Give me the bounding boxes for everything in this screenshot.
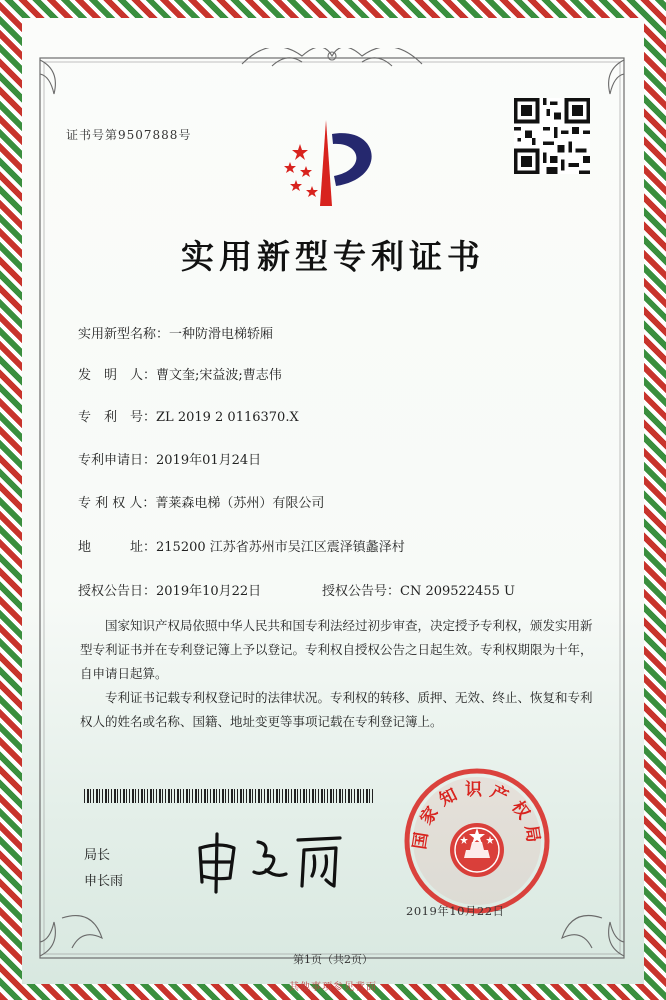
field-label: 专利申请日： — [78, 453, 157, 468]
barcode — [84, 789, 374, 803]
field-label: 专 利 权 人： — [78, 496, 156, 511]
field-grant-number — [322, 580, 515, 599]
field-value: 2019年01月24日 — [156, 453, 262, 468]
field-grant-date — [78, 580, 261, 599]
field-value: 曹文奎;宋益波;曹志伟 — [156, 368, 282, 383]
field-value: 一种防滑电梯轿厢 — [169, 327, 274, 342]
seal-date: 2019年10月22日 — [406, 904, 505, 918]
body-paragraph: 专利证书记载专利权登记时的法律状况。专利权的转移、质押、无效、终止、恢复和专利权人的姓名或名称、国籍、地址变更等事项记载在专利登记簿上。 — [80, 690, 593, 729]
field-label: 专 利 号： — [78, 410, 157, 425]
field-patentee — [78, 492, 324, 511]
field-application-date — [78, 449, 261, 468]
field-value: 菁莱森电梯（苏州）有限公司 — [155, 496, 325, 511]
cnipa-logo — [270, 116, 400, 212]
handwritten-signature — [190, 826, 350, 896]
field-value: 2019年10月22日 — [156, 584, 262, 599]
field-value: ZL 2019 2 0116370.X — [156, 410, 299, 425]
certificate-body — [80, 614, 600, 734]
footer-note: 其他事项参见背面 — [289, 982, 377, 993]
field-address — [78, 536, 405, 555]
certificate-paper — [22, 18, 644, 984]
body-paragraph: 国家知识产权局依照中华人民共和国专利法经过初步审查，决定授予专利权，颁发实用新型专利证书并在专利登记簿上予以登记。专利权自授权公告之日起生效。专利权期限为十年，自申请日起算。 — [80, 618, 593, 681]
field-label: 授权公告号： — [322, 584, 401, 599]
field-value: 215200 江苏省苏州市吴江区震泽镇蠡泽村 — [156, 540, 405, 555]
field-utility-model-name — [78, 323, 273, 342]
field-label: 地 址： — [78, 540, 157, 555]
certificate-title: 实用新型专利证书 — [181, 237, 485, 276]
field-label: 发 明 人： — [78, 368, 157, 383]
field-value: CN 209522455 U — [400, 584, 515, 599]
page-number: 第1页（共2页） — [293, 953, 373, 966]
field-inventors — [78, 364, 282, 383]
signer-name: 申长雨 — [84, 874, 124, 889]
svg-text:国家知识产权局: 国家知识产权局 — [409, 780, 545, 851]
qr-code — [514, 98, 590, 174]
field-label: 实用新型名称： — [78, 327, 170, 342]
certificate-serial: 证书号第9507888号 — [66, 128, 192, 142]
field-patent-number — [78, 406, 299, 425]
signer-title: 局长 — [84, 848, 111, 863]
official-seal — [402, 766, 552, 916]
field-label: 授权公告日： — [78, 584, 157, 599]
